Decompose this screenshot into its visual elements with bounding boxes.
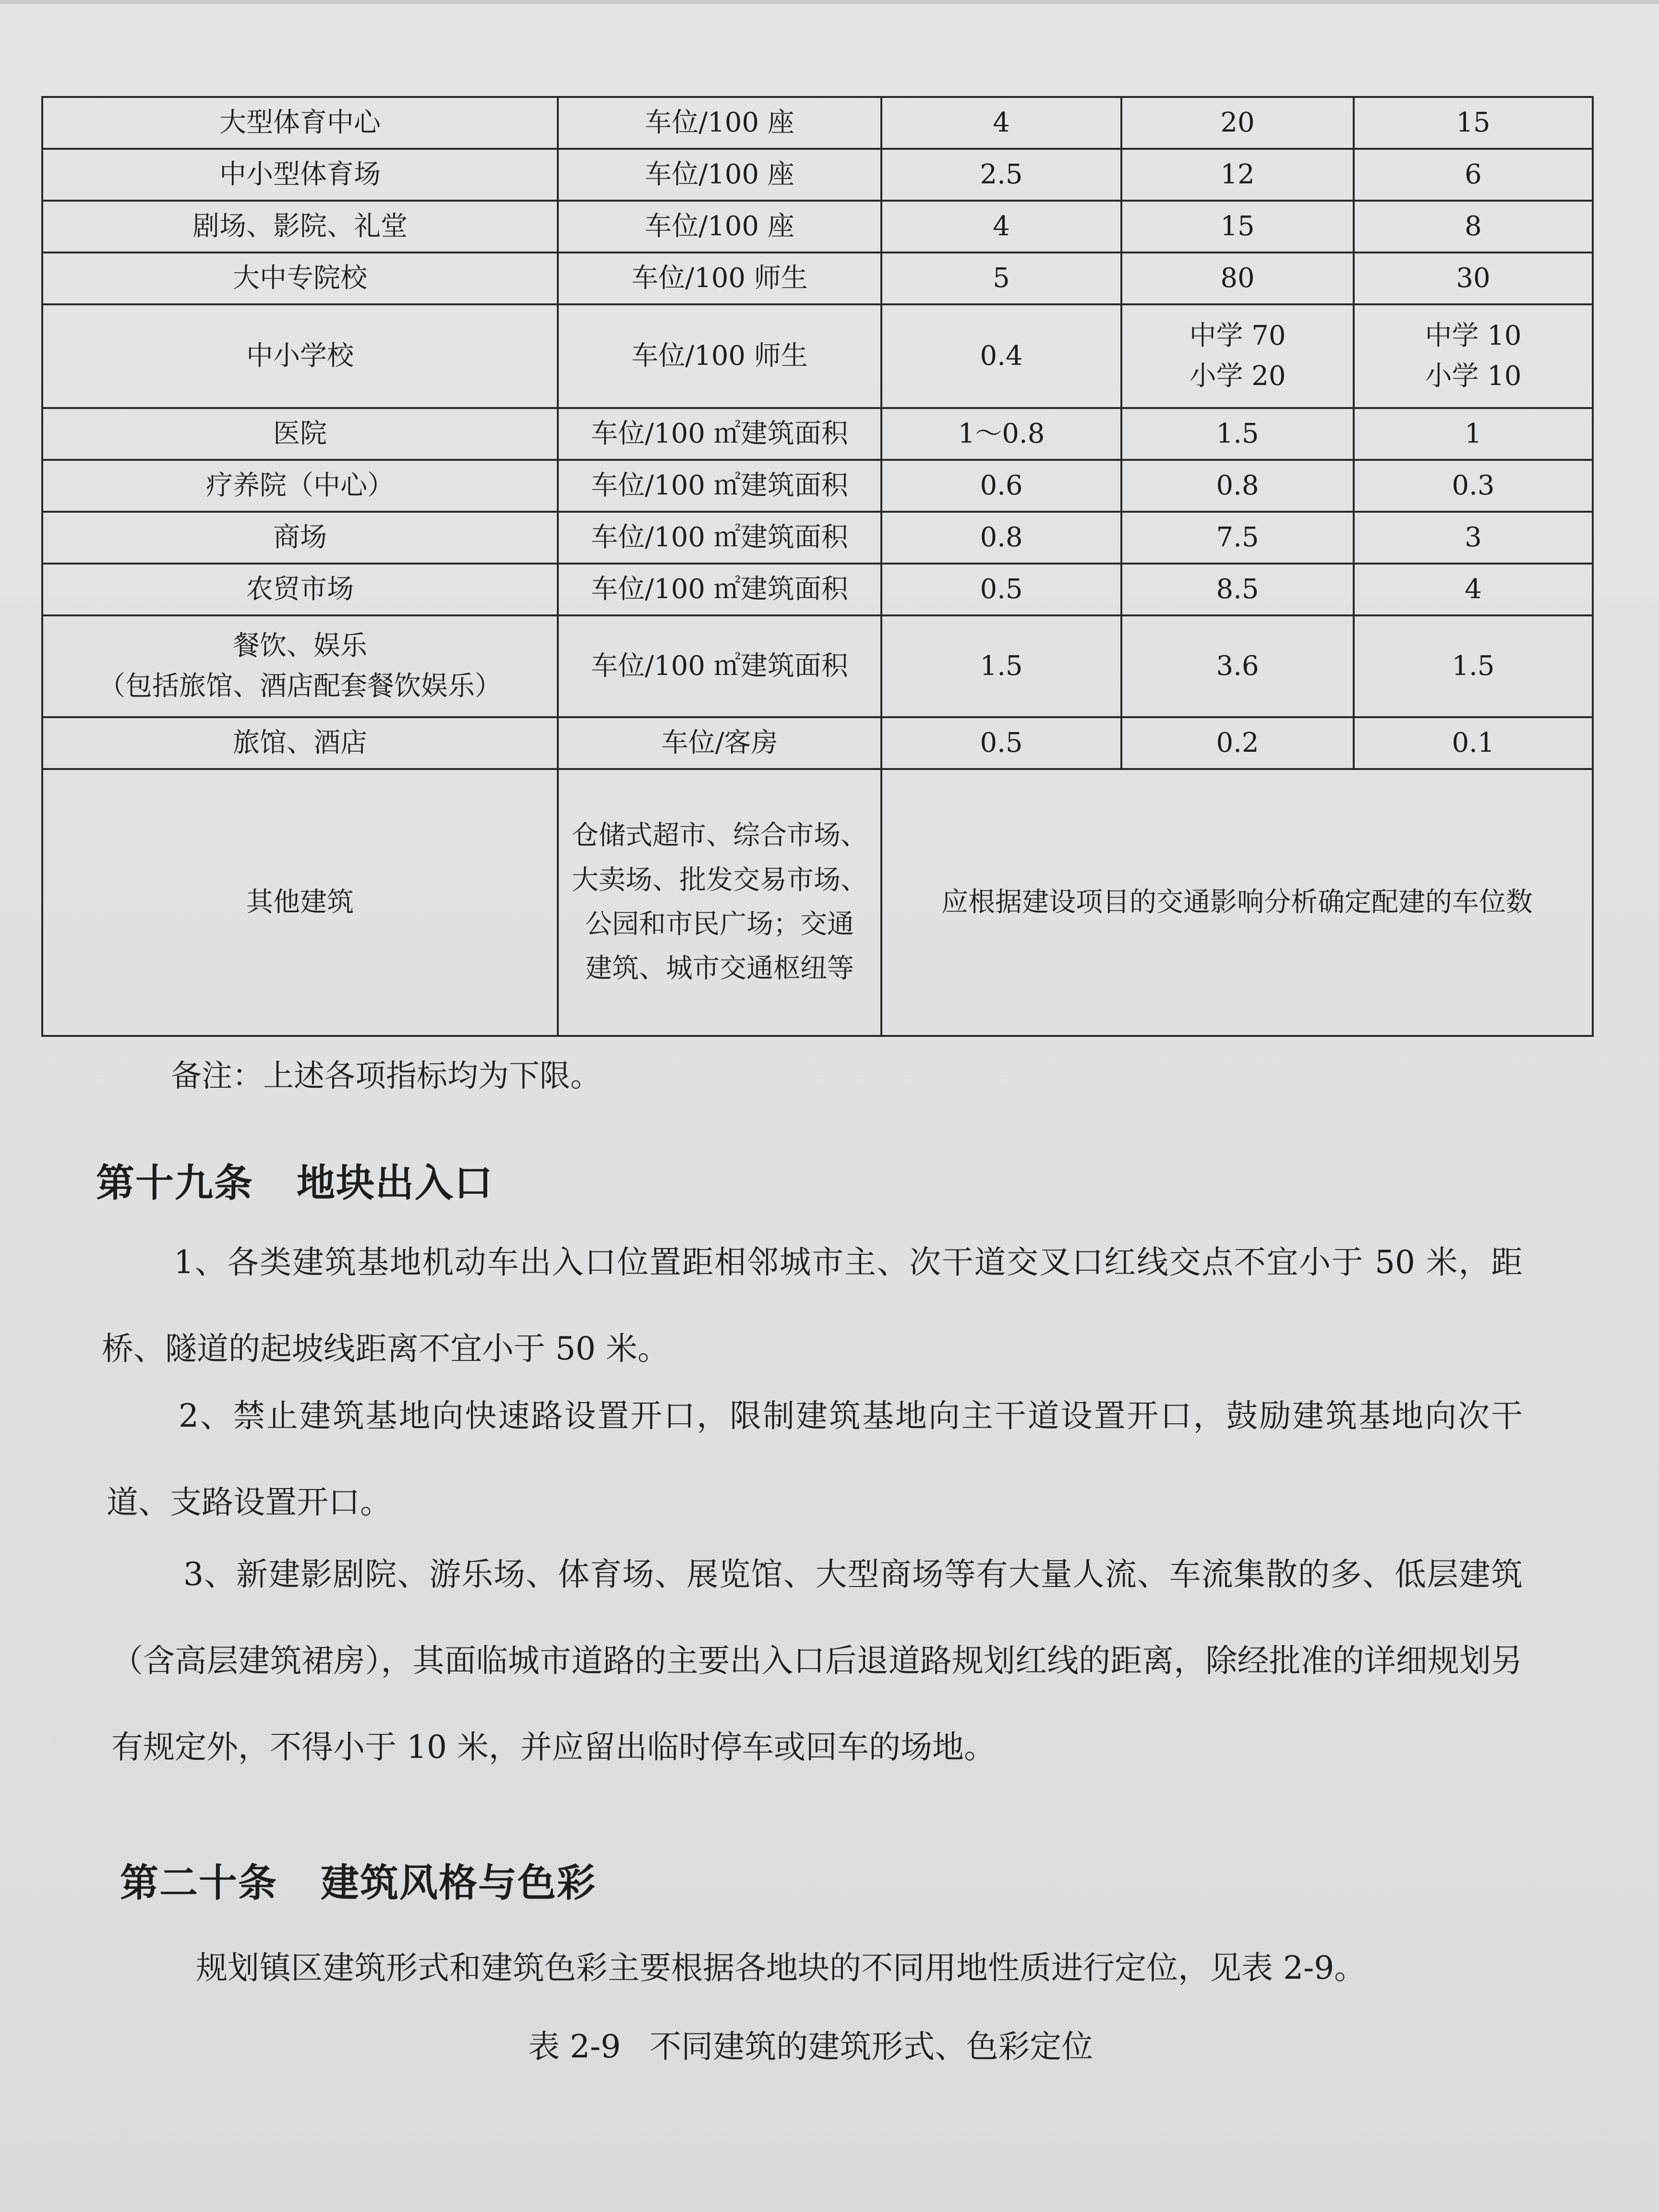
value-cell: 2.5: [881, 149, 1121, 201]
section-title: 建筑风格与色彩: [321, 1861, 596, 1905]
paragraph: 3、新建影剧院、游乐场、体育场、展览馆、大型商场等有大量人流、车流集散的多、低层建筑（含高层建筑裙房），其面临城市道路的主要出入口后退道路规划红线的距离，除经批准的详细规划另有规定外，不得小于 10 米，并应留出临时停车或回车的场地。: [111, 1556, 1523, 1766]
unit-cell: 车位/100 座: [558, 97, 881, 149]
building-type-cell: 中小学校: [42, 304, 558, 408]
value-cell: 7.5: [1121, 512, 1354, 564]
unit-cell: 车位/100 ㎡建筑面积: [558, 460, 881, 512]
building-type-cell: 商场: [42, 512, 558, 564]
value-line: 小学 20: [1189, 361, 1286, 392]
value-cell: 4: [881, 201, 1121, 252]
table-row: [42, 149, 1593, 201]
value-line: 中学 70: [1189, 320, 1286, 351]
unit-cell: 车位/100 ㎡建筑面积: [558, 408, 881, 460]
table-row: [42, 769, 1593, 1036]
page-top-edge: [0, 0, 1659, 4]
building-type-cell: 大型体育中心: [42, 97, 558, 149]
table-row: [42, 408, 1593, 460]
value-cell: 20: [1121, 97, 1354, 149]
value-cell: 1.5: [881, 615, 1121, 717]
value-line: 小学 10: [1425, 361, 1522, 392]
table-caption: [528, 2021, 1093, 2067]
value-cell: 80: [1121, 252, 1354, 304]
paragraph: 规划镇区建筑形式和建筑色彩主要根据各地块的不同用地性质进行定位，见表 2-9。: [196, 1949, 1366, 1986]
section-number: 第十九条: [96, 1161, 253, 1205]
value-cell: 0.8: [1121, 460, 1354, 512]
unit-cell: 车位/100 师生: [558, 252, 881, 304]
table-title: 不同建筑的建筑形式、色彩定位: [649, 2028, 1094, 2065]
section-number: 第二十条: [120, 1861, 277, 1905]
parking-standards-table: [41, 96, 1594, 1037]
value-cell: 0.1: [1354, 717, 1593, 769]
building-type-cell: [42, 615, 558, 717]
value-cell: 0.5: [881, 564, 1121, 615]
building-type-line: （包括旅馆、酒店配套餐饮娱乐）: [98, 671, 502, 702]
table-row: [42, 201, 1593, 252]
value-cell: 0.2: [1121, 717, 1354, 769]
building-type-cell: 中小型体育场: [42, 149, 558, 201]
value-cell: 1.5: [1121, 408, 1354, 460]
value-cell: 6: [1354, 149, 1593, 201]
table-row: [42, 252, 1593, 304]
table-row: [42, 615, 1593, 717]
building-type-cell: 医院: [42, 408, 558, 460]
value-cell: 5: [881, 252, 1121, 304]
value-cell: 0.5: [881, 717, 1121, 769]
uses-line: 公园和市民广场；交通: [585, 909, 854, 940]
building-type-line: 餐饮、娱乐: [233, 630, 367, 661]
value-cell: 30: [1354, 252, 1593, 304]
section-heading: [120, 1852, 596, 1907]
table-row: [42, 717, 1593, 769]
uses-line: 建筑、城市交通枢纽等: [585, 953, 854, 985]
building-type-cell: 剧场、影院、礼堂: [42, 201, 558, 252]
building-type-cell: 大中专院校: [42, 252, 558, 304]
uses-line: 大卖场、批发交易市场、: [572, 864, 867, 896]
table-row: [42, 460, 1593, 512]
value-cell: 15: [1121, 201, 1354, 252]
unit-cell: 车位/100 ㎡建筑面积: [558, 512, 881, 564]
section-heading: [96, 1152, 493, 1207]
value-cell: 8.5: [1121, 564, 1354, 615]
value-cell: 0.6: [881, 460, 1121, 512]
value-cell: 0.8: [881, 512, 1121, 564]
paragraph: 2、禁止建筑基地向快速路设置开口，限制建筑基地向主干道设置开口，鼓励建筑基地向次干道、支路设置开口。: [107, 1397, 1523, 1521]
unit-cell: 车位/100 ㎡建筑面积: [558, 615, 881, 717]
value-cell: 12: [1121, 149, 1354, 201]
value-cell: 1: [1354, 408, 1593, 460]
building-type-cell: 其他建筑: [42, 769, 558, 1036]
building-type-cell: 疗养院（中心）: [42, 460, 558, 512]
value-cell: 0.4: [881, 304, 1121, 408]
value-cell: 8: [1354, 201, 1593, 252]
unit-cell: 车位/100 座: [558, 201, 881, 252]
requirement-cell: 应根据建设项目的交通影响分析确定配建的车位数: [881, 769, 1593, 1036]
unit-cell: 车位/100 师生: [558, 304, 881, 408]
section-title: 地块出入口: [297, 1161, 493, 1205]
table-row: [42, 97, 1593, 149]
value-cell: 4: [881, 97, 1121, 149]
building-type-cell: 农贸市场: [42, 564, 558, 615]
unit-cell: 车位/100 座: [558, 149, 881, 201]
table-row: [42, 304, 1593, 408]
table-number: 表 2-9: [528, 2028, 621, 2065]
uses-line: 仓储式超市、综合市场、: [572, 820, 867, 852]
value-cell: [1121, 304, 1354, 408]
building-type-cell: 旅馆、酒店: [42, 717, 558, 769]
unit-cell: 车位/100 ㎡建筑面积: [558, 564, 881, 615]
paragraph: 1、各类建筑基地机动车出入口位置距相邻城市主、次干道交叉口红线交点不宜小于 50 米，距桥、隧道的起坡线距离不宜小于 50 米。: [102, 1244, 1523, 1367]
table-note: 备注：上述各项指标均为下限。: [171, 1058, 601, 1094]
unit-cell: 车位/客房: [558, 717, 881, 769]
value-cell: 3.6: [1121, 615, 1354, 717]
value-line: 中学 10: [1425, 320, 1522, 351]
other-uses-cell: [558, 769, 881, 1036]
value-cell: 3: [1354, 512, 1593, 564]
value-cell: 1.5: [1354, 615, 1593, 717]
value-cell: 0.3: [1354, 460, 1593, 512]
value-cell: 15: [1354, 97, 1593, 149]
value-cell: 4: [1354, 564, 1593, 615]
value-cell: [1354, 304, 1593, 408]
table-row: [42, 512, 1593, 564]
table-row: [42, 564, 1593, 615]
value-cell: 1～0.8: [881, 408, 1121, 460]
